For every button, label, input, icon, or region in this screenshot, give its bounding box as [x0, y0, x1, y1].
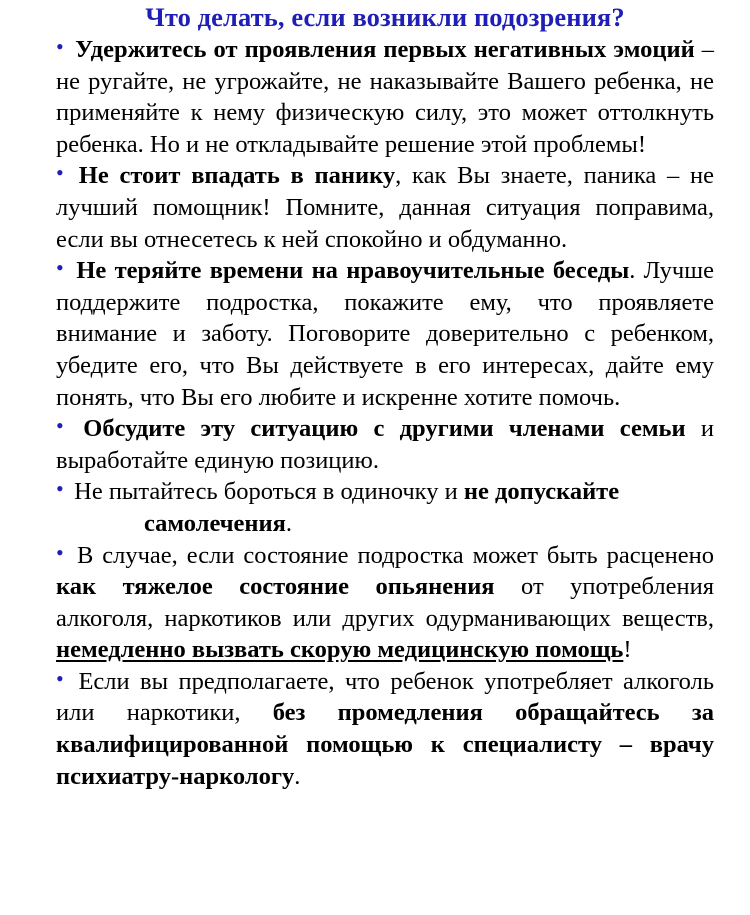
- list-item: [56, 34, 714, 160]
- item-text: Не пытайтесь бороться в одиночку и: [68, 478, 464, 506]
- item-bold-text: без промедления обращайтесь за квалифицированной помощью к специалисту – врачу психиатру-наркологу: [56, 699, 714, 790]
- indented-line: [56, 508, 714, 540]
- item-bold-text: Не теряйте времени на нравоучительные беседы: [76, 257, 630, 285]
- item-text: .: [294, 762, 301, 790]
- item-bold-text: не допускайте: [463, 478, 620, 506]
- item-bold-text: Обсудите эту ситуацию с другими членами семьи: [83, 415, 686, 443]
- bullet-icon: •: [56, 665, 64, 691]
- list-item: [56, 255, 714, 413]
- bullet-icon: •: [56, 476, 64, 502]
- item-text: Если вы предполагаете, что ребенок употребляет алкоголь или наркотики,: [56, 667, 714, 727]
- item-bold-text: Не стоит впадать в панику: [78, 162, 396, 190]
- item-bold-text: самолечения: [144, 509, 286, 537]
- item-text: !: [623, 636, 632, 664]
- list-item: [56, 666, 714, 792]
- bullet-icon: •: [56, 539, 64, 565]
- item-bold-underlined-text: немедленно вызвать скорую медицинскую помощь: [56, 636, 624, 664]
- item-text: .: [285, 509, 293, 537]
- bullet-icon: •: [56, 255, 64, 281]
- item-text: В случае, если состояние подростка может быть расценено: [68, 541, 714, 569]
- item-bold-text: как тяжелое состояние опьянения: [56, 573, 495, 601]
- item-text: – не ругайте, не угрожайте, не наказывайте Вашего ребенка, не применяйте к нему физическую силу, это может оттолкнуть ребенка. Но и не откладывайте решение этой проблемы!: [56, 36, 715, 158]
- bullet-icon: •: [56, 413, 64, 439]
- bullet-icon: •: [56, 160, 64, 186]
- item-text: от употребления алкоголя, наркотиков или других одурманивающих веществ,: [56, 573, 714, 632]
- list-item: [56, 160, 714, 255]
- list-item: [56, 413, 714, 476]
- bullet-icon: •: [56, 34, 64, 59]
- item-text: , как Вы знаете, паника – не лучший помощник! Помните, данная ситуация поправима, если вы отнесетесь к ней спокойно и обдуманно.: [56, 162, 715, 253]
- document-page: [56, 0, 714, 792]
- list-item: [56, 540, 714, 666]
- item-text: . Лучше поддержите подростка, покажите ему, что проявляете внимание и заботу. Поговорите доверительно с ребенком, убедите его, что Вы действуете в его интересах, дайте ему понять, что Вы его любите и искренне хотите помочь.: [56, 257, 714, 411]
- item-text: и выработайте единую позицию.: [56, 415, 714, 474]
- list-item: [56, 476, 714, 539]
- page-title: Что делать, если возникли подозрения?: [145, 2, 625, 32]
- item-bold-text: Удержитесь от проявления первых негативных эмоций: [75, 36, 695, 63]
